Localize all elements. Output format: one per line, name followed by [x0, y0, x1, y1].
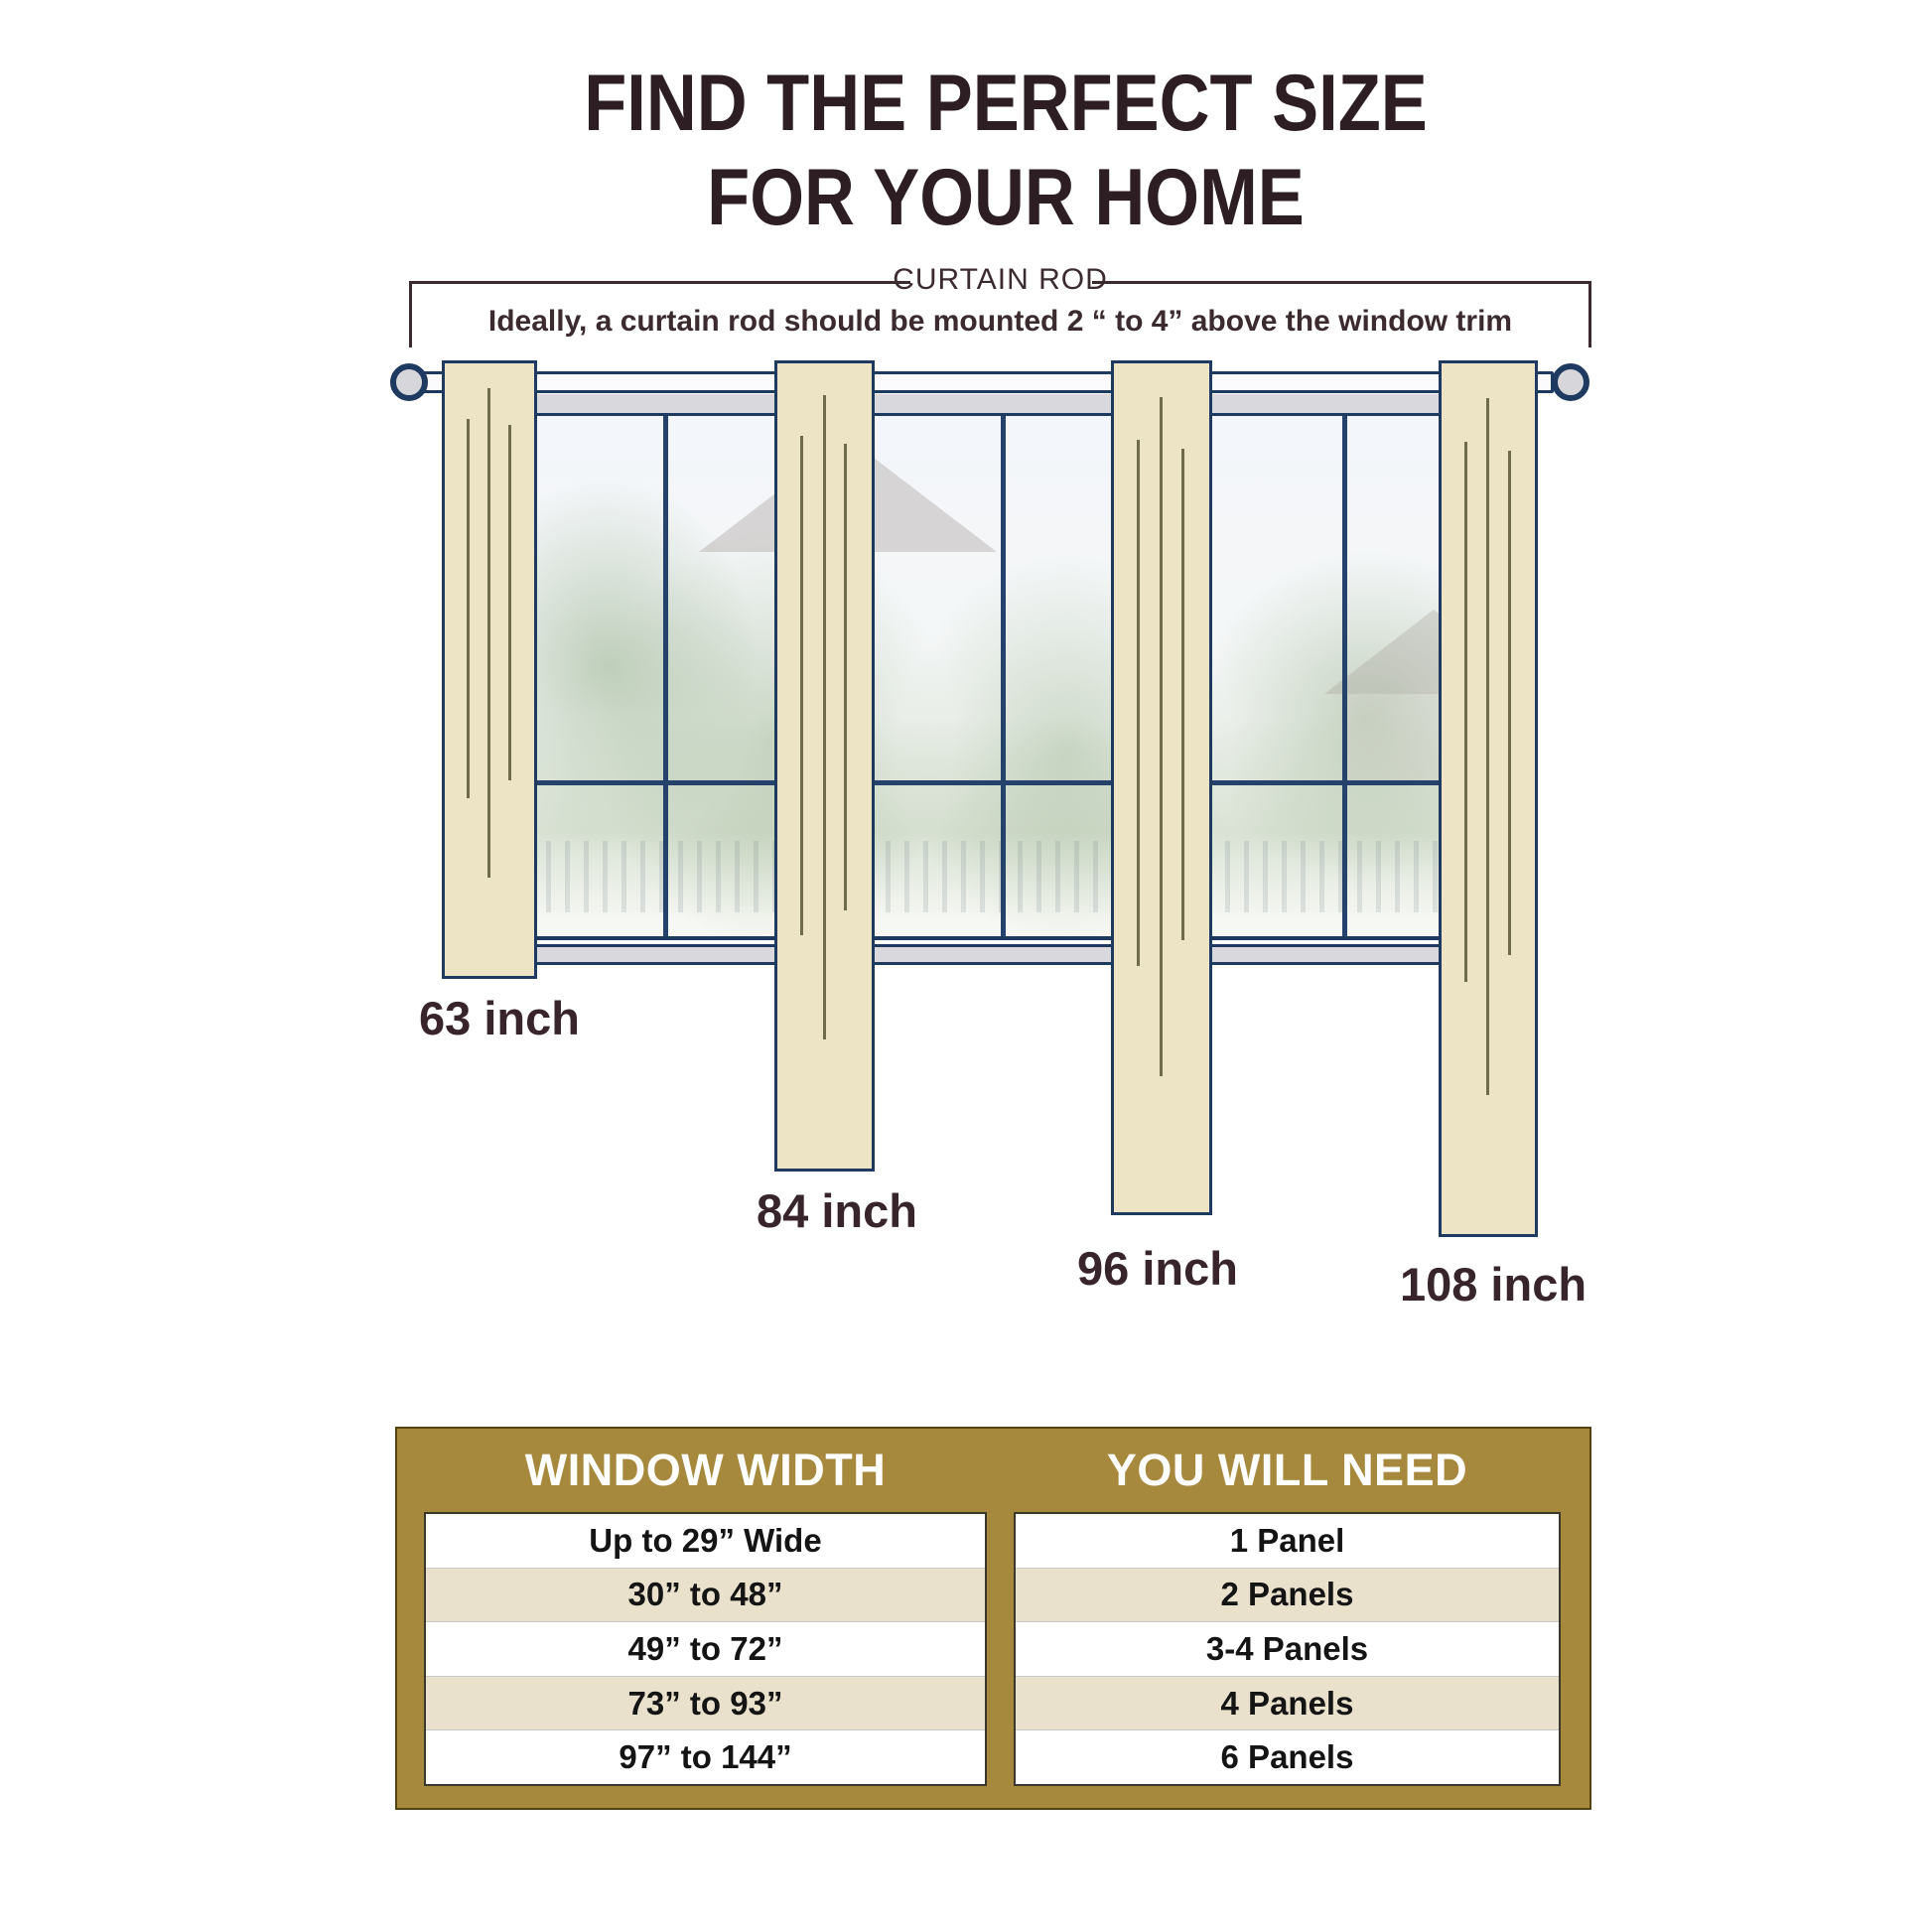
table-row: 2 Panels: [1016, 1568, 1559, 1622]
panels-needed-table: [1014, 1512, 1561, 1786]
mounting-note: Ideally, a curtain rod should be mounted 2 “ to 4” above the window trim: [487, 305, 1513, 338]
rod-finial-right: [1552, 363, 1589, 401]
window-sill: [455, 944, 1531, 965]
rod-finial-left: [390, 363, 428, 401]
curtain-fold-line: [487, 388, 490, 879]
size-label-96-inch: 96 inch: [1077, 1242, 1238, 1295]
page-title-line-2: FOR YOUR HOME: [707, 153, 1305, 242]
size-chart: [395, 1427, 1591, 1810]
curtain-fold-line: [1137, 440, 1140, 966]
curtain-fold-line: [1160, 397, 1163, 1076]
you-will-need-header: YOU WILL NEED: [1106, 1445, 1468, 1495]
curtain-fold-line: [1486, 398, 1489, 1095]
size-label-108-inch: 108 inch: [1399, 1258, 1587, 1311]
curtain-fold-line: [1464, 442, 1467, 982]
window-scene-fence: [471, 841, 1515, 912]
curtain-fold-line: [1508, 451, 1511, 956]
curtain-panel-63-inch: [442, 360, 537, 979]
window-head-trim: [467, 394, 1519, 416]
window-width-table: [424, 1512, 987, 1786]
curtain-fold-line: [823, 395, 826, 1039]
window-mullion-vertical: [1001, 416, 1006, 936]
table-row: 6 Panels: [1016, 1729, 1559, 1784]
size-label-63-inch: 63 inch: [419, 992, 580, 1044]
curtain-fold-line: [467, 419, 470, 799]
curtain-panel-84-inch: [774, 360, 875, 1172]
curtain-rod-label: CURTAIN ROD: [893, 263, 1108, 296]
window-mullion-horizontal: [471, 780, 1515, 785]
page-title-line-1: FIND THE PERFECT SIZE: [584, 59, 1428, 148]
table-row: 49” to 72”: [426, 1621, 985, 1676]
window-width-header: WINDOW WIDTH: [524, 1445, 887, 1495]
curtain-panel-108-inch: [1439, 360, 1538, 1237]
size-label-84-inch: 84 inch: [757, 1184, 917, 1237]
curtain-panel-96-inch: [1111, 360, 1212, 1215]
curtain-fold-line: [844, 444, 847, 910]
table-row: 1 Panel: [1229, 1521, 1345, 1559]
table-row: 73” to 93”: [426, 1676, 985, 1730]
window-mullion-vertical: [663, 416, 668, 936]
curtain-fold-line: [508, 425, 511, 780]
page-title: [40, 59, 1932, 242]
window-glass: [467, 416, 1519, 940]
table-row: 3-4 Panels: [1016, 1621, 1559, 1676]
table-row: 30” to 48”: [426, 1568, 985, 1622]
curtain-fold-line: [800, 436, 803, 935]
window-mullion-vertical: [1342, 416, 1347, 936]
table-row: 97” to 144”: [426, 1729, 985, 1784]
curtain-rod: [422, 371, 1554, 393]
table-row: Up to 29” Wide: [589, 1521, 822, 1559]
curtain-fold-line: [1181, 449, 1184, 941]
table-row: 4 Panels: [1016, 1676, 1559, 1730]
